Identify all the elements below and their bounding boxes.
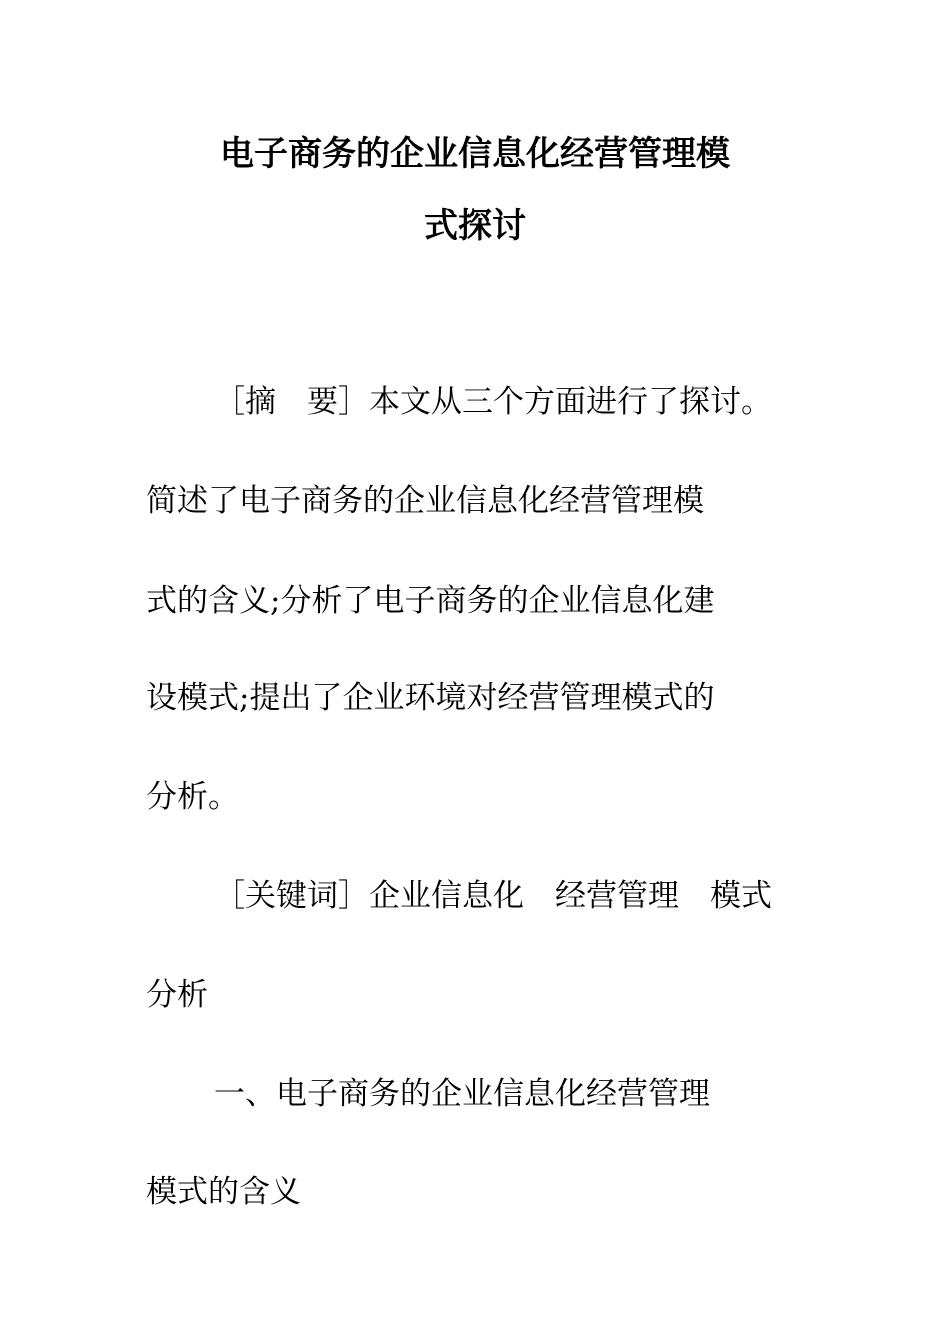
abstract-line-5: 分析。: [146, 779, 239, 815]
abstract-line-4: 设模式;提出了企业环境对经营管理模式的: [146, 680, 715, 716]
document-title-line-2: 式探讨: [424, 206, 526, 246]
keywords-line-2: 分析: [146, 977, 208, 1013]
document-title-line-1: 电子商务的企业信息化经营管理模: [220, 134, 730, 174]
abstract-line-3: 式的含义;分析了电子商务的企业信息化建: [146, 583, 715, 619]
section-heading-line-2: 模式的含义: [146, 1174, 301, 1210]
abstract-line-2: 简述了电子商务的企业信息化经营管理模: [146, 483, 704, 519]
abstract-line-1: ［摘 要］本文从三个方面进行了探讨。: [214, 384, 772, 420]
section-heading-line-1: 一、电子商务的企业信息化经营管理: [214, 1076, 710, 1112]
keywords-line-1: ［关键词］企业信息化 经营管理 模式: [214, 878, 772, 914]
